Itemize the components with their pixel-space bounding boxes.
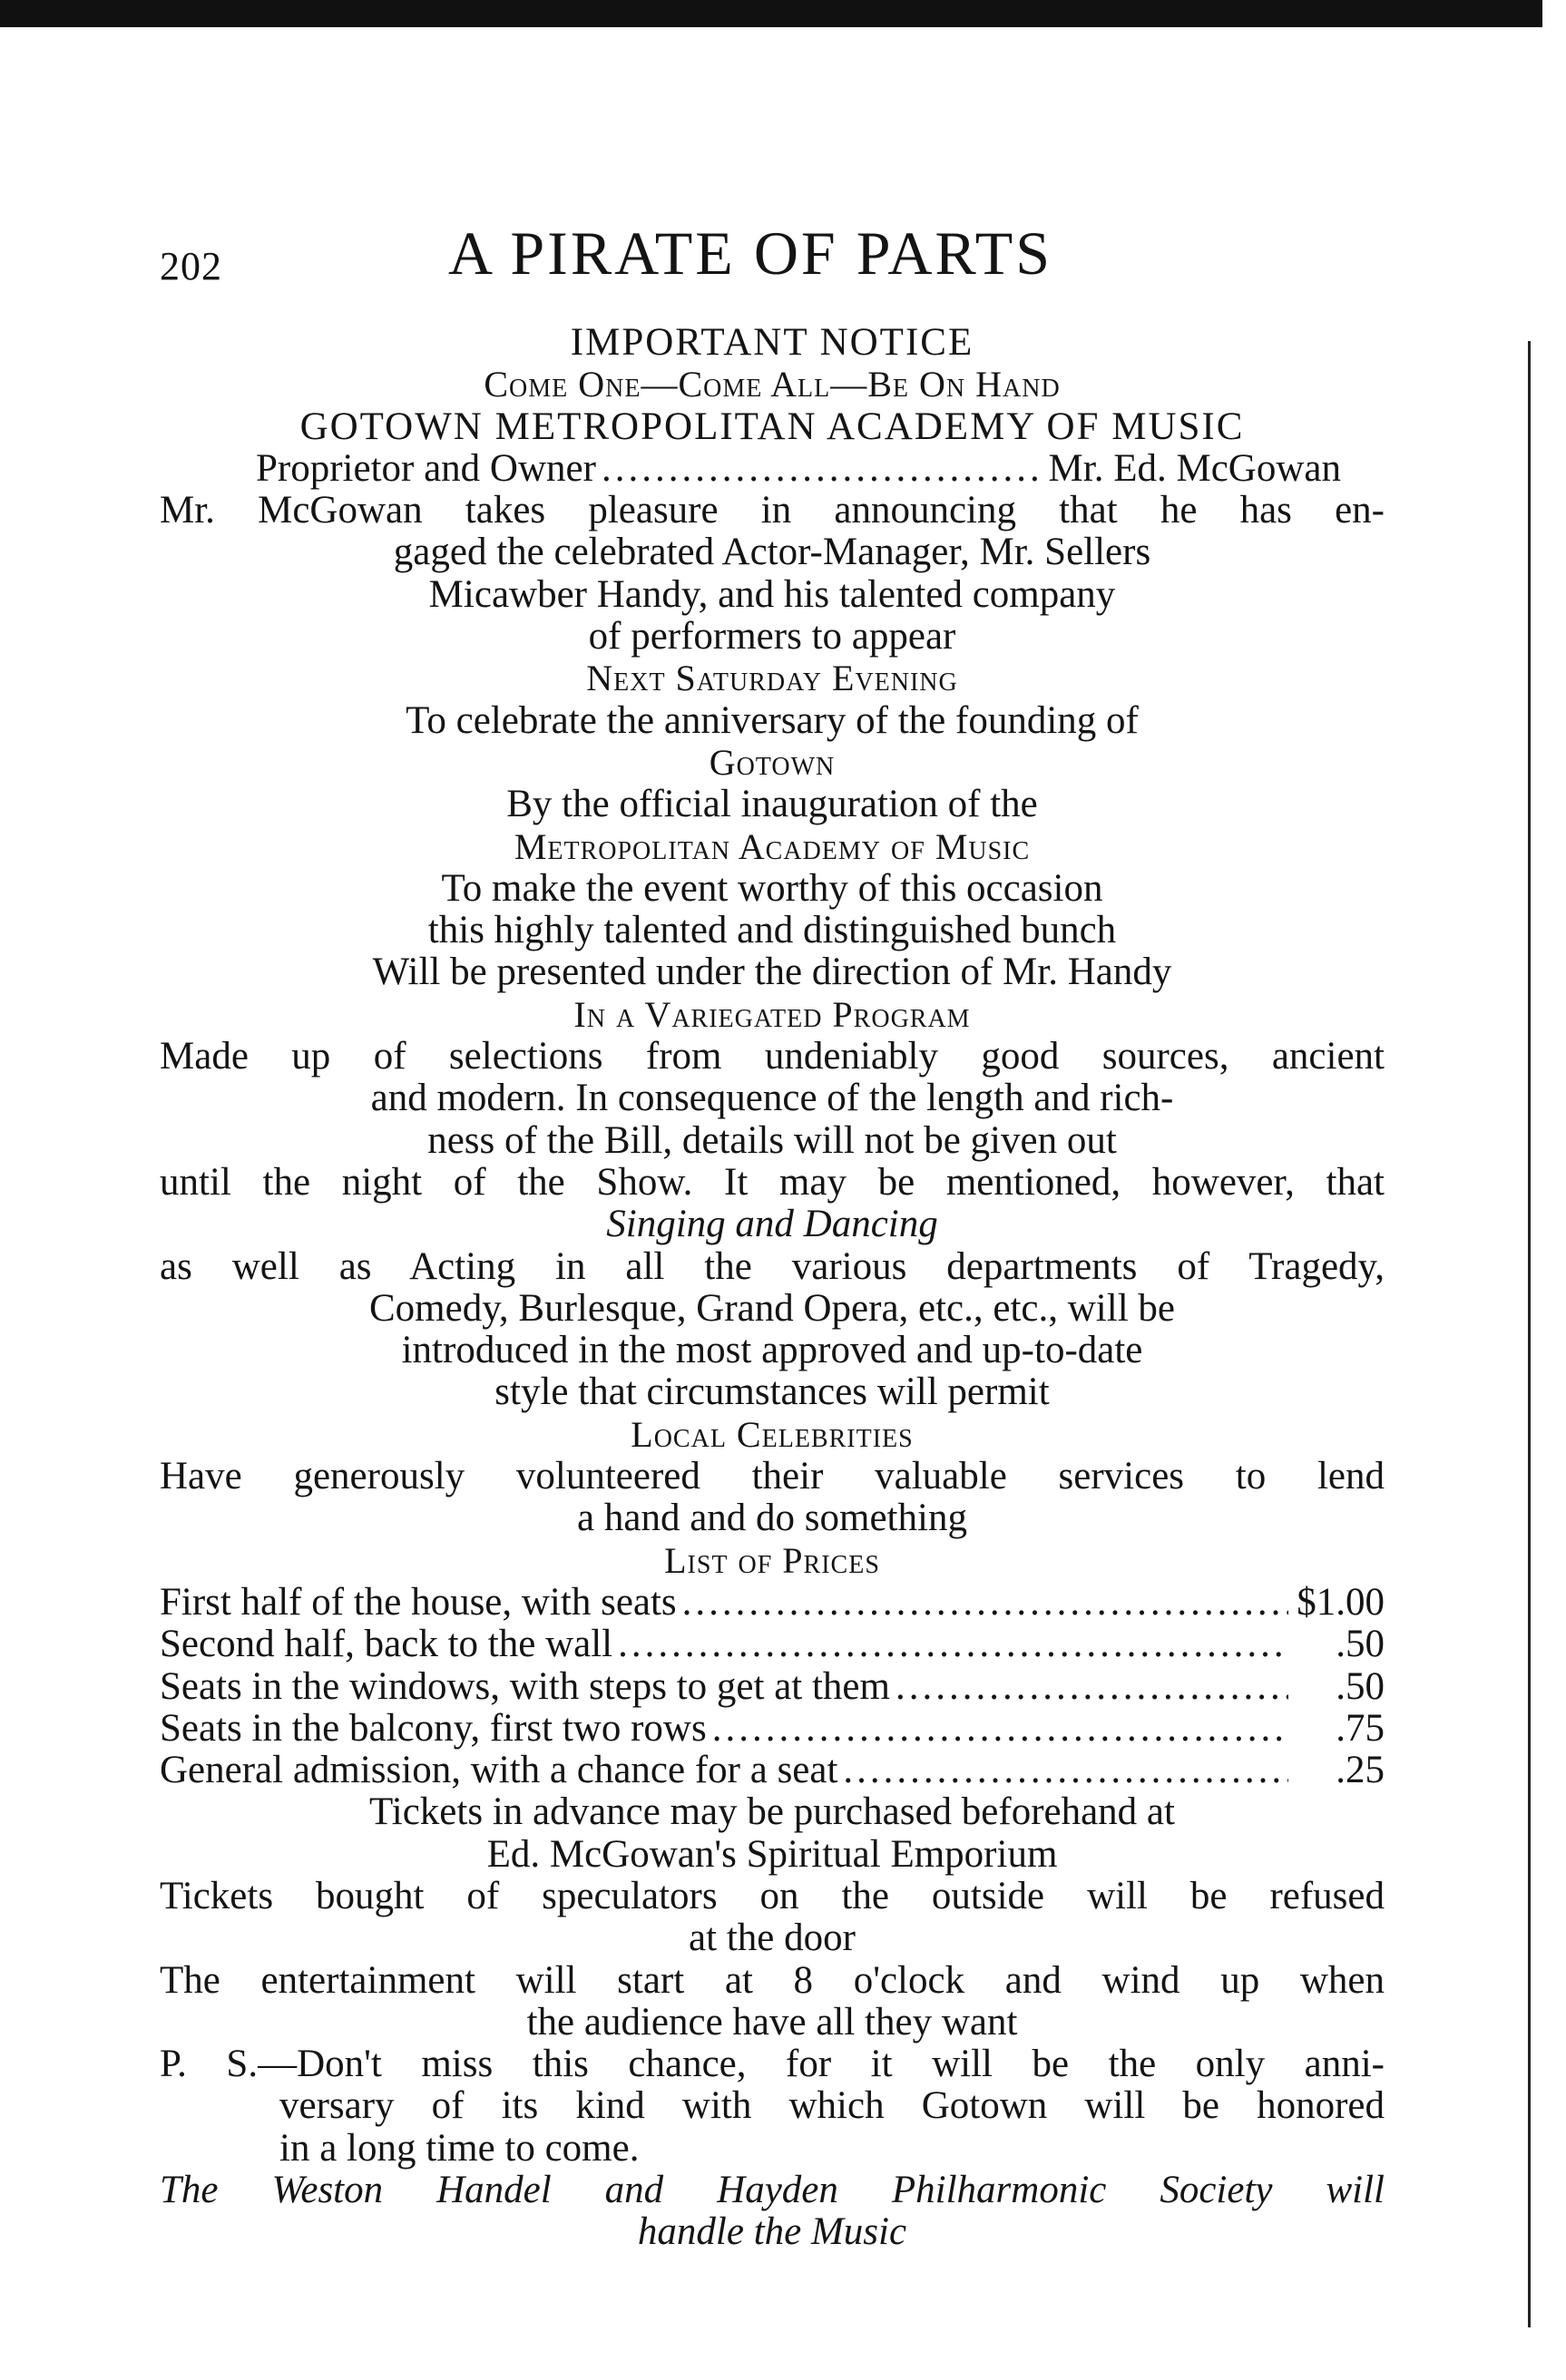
price-value: .50 <box>1336 1664 1385 1708</box>
event-line: Will be presented under the direction of Mr. Handy <box>372 951 1172 994</box>
price-row <box>160 1750 1385 1791</box>
program-line: and modern. In consequence of the length and rich- <box>370 1077 1174 1120</box>
celebrities-line: a hand and do something <box>577 1497 967 1540</box>
singing-dancing: Singing and Dancing <box>606 1203 938 1246</box>
postscript-line: P. S.—Don't miss this chance, for it will be the only anni- <box>160 2043 1385 2086</box>
dot-leader <box>712 1708 1288 1750</box>
price-item: First half of the house, with seats <box>160 1580 677 1624</box>
price-value: .50 <box>1336 1623 1385 1666</box>
prices-heading: List of Prices <box>664 1539 880 1581</box>
dot-leader <box>896 1666 1288 1708</box>
acting-line: as well as Acting in all the various departments of Tragedy, <box>160 1244 1385 1288</box>
price-row <box>160 1582 1385 1624</box>
dot-leader <box>618 1624 1288 1665</box>
dot-leader <box>682 1582 1288 1624</box>
music-line: handle the Music <box>637 2210 907 2254</box>
announce-line: Mr. McGowan takes pleasure in announcing that he has en- <box>160 489 1385 532</box>
announce-line: gaged the celebrated Actor-Manager, Mr. Sellers <box>393 531 1151 574</box>
price-row <box>160 1708 1385 1750</box>
program-line: Made up of selections from undeniably good sources, ancient <box>160 1035 1385 1078</box>
event-line: this highly talented and distinguished bunch <box>427 909 1117 952</box>
acting-line: introduced in the most approved and up-to-date <box>401 1329 1143 1372</box>
event-date: Next Saturday Evening <box>586 658 958 699</box>
dot-leader <box>602 448 1043 490</box>
program-line: ness of the Bill, details will not be given out <box>427 1118 1117 1162</box>
celebrities-heading: Local Celebrities <box>631 1413 914 1455</box>
running-head: A PIRATE OF PARTS <box>448 219 1053 288</box>
acting-line: Comedy, Burlesque, Grand Opera, etc., etc., will be <box>369 1286 1175 1330</box>
page-number: 202 <box>160 244 222 288</box>
program-line: until the night of the Show. It may be mentioned, however, that <box>160 1160 1385 1204</box>
program-heading: In a Variegated Program <box>573 993 971 1035</box>
book-page <box>160 218 1385 2254</box>
town-name: Gotown <box>709 741 836 783</box>
price-item: Seats in the windows, with steps to get at them <box>160 1664 890 1708</box>
price-list <box>160 1582 1385 1791</box>
tickets-line: Ed. McGowan's Spiritual Emporium <box>486 1832 1058 1876</box>
proprietor-label: Proprietor and Owner <box>256 446 596 490</box>
price-value: $1.00 <box>1297 1580 1385 1624</box>
music-line: The Weston Handel and Hayden Philharmonic Society will <box>160 2169 1385 2212</box>
price-item: Seats in the balcony, first two rows <box>160 1706 707 1750</box>
price-row <box>160 1666 1385 1708</box>
tickets-line: Tickets in advance may be purchased beforehand at <box>369 1790 1175 1834</box>
price-item: General admission, with a chance for a seat <box>160 1749 838 1792</box>
acting-line: style that circumstances will permit <box>494 1370 1050 1414</box>
speculators-line: at the door <box>689 1917 856 1960</box>
price-item: Second half, back to the wall <box>160 1623 613 1666</box>
speculators-line: Tickets bought of speculators on the outside will be refused <box>160 1874 1385 1917</box>
price-value: .75 <box>1336 1706 1385 1750</box>
timing-line: The entertainment will start at 8 o'clock and wind up when <box>160 1958 1385 2002</box>
postscript-line: in a long time to come. <box>279 2126 640 2170</box>
announce-line: Micawber Handy, and his talented company <box>428 572 1116 616</box>
top-rule <box>0 0 1542 27</box>
dot-leader <box>843 1750 1288 1791</box>
notice-slogan: Come One—Come All—Be On Hand <box>484 364 1061 405</box>
price-value: .25 <box>1336 1749 1385 1792</box>
celebrities-line: Have generously volunteered their valuable services to lend <box>160 1455 1385 1498</box>
page-header <box>160 218 1385 304</box>
notice <box>160 322 1385 2254</box>
venue-name: GOTOWN METROPOLITAN ACADEMY OF MUSIC <box>299 405 1245 448</box>
event-line: To make the event worthy of this occasion <box>441 866 1103 910</box>
timing-line: the audience have all they want <box>526 2000 1018 2043</box>
price-row <box>160 1624 1385 1665</box>
inauguration-line: By the official inauguration of the <box>506 783 1038 826</box>
proprietor-name: Mr. Ed. McGowan <box>1048 446 1341 490</box>
notice-heading: IMPORTANT NOTICE <box>570 321 974 364</box>
announce-line: of performers to appear <box>588 615 956 658</box>
proprietor-line <box>160 448 1385 490</box>
celebrate-line: To celebrate the anniversary of the founding of <box>406 698 1139 742</box>
postscript-line: versary of its kind with which Gotown will be honored <box>279 2084 1385 2128</box>
academy-name: Metropolitan Academy of Music <box>514 825 1031 867</box>
right-margin-rule <box>1528 341 1531 2327</box>
